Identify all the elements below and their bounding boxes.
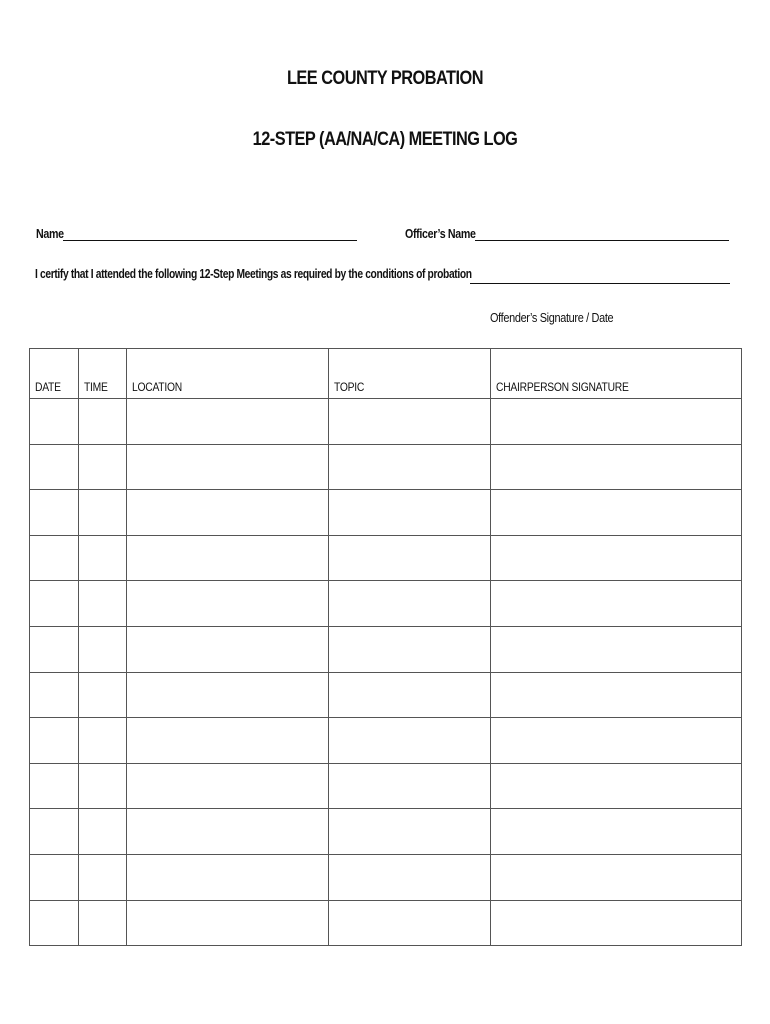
time-cell[interactable] — [79, 854, 127, 900]
location-cell[interactable] — [127, 626, 329, 672]
meeting-log-table — [29, 348, 742, 946]
table-row — [30, 854, 742, 900]
location-cell[interactable] — [127, 399, 329, 445]
location-cell[interactable] — [127, 900, 329, 946]
table-row — [30, 399, 742, 445]
topic-cell[interactable] — [329, 900, 491, 946]
time-cell[interactable] — [79, 535, 127, 581]
time-cell[interactable] — [79, 581, 127, 627]
location-cell[interactable] — [127, 718, 329, 764]
table-row — [30, 672, 742, 718]
name-label: Name — [36, 226, 64, 241]
topic-cell[interactable] — [329, 626, 491, 672]
header-time: TIME — [79, 349, 127, 399]
table-row — [30, 581, 742, 627]
time-cell[interactable] — [79, 672, 127, 718]
date-cell[interactable] — [30, 809, 79, 855]
location-cell[interactable] — [127, 444, 329, 490]
chairperson-signature-cell[interactable] — [491, 399, 742, 445]
time-cell[interactable] — [79, 718, 127, 764]
date-cell[interactable] — [30, 672, 79, 718]
location-cell[interactable] — [127, 672, 329, 718]
document-subtitle: 12-STEP (AA/NA/CA) MEETING LOG — [252, 129, 518, 150]
date-cell[interactable] — [30, 535, 79, 581]
time-cell[interactable] — [79, 763, 127, 809]
topic-cell[interactable] — [329, 854, 491, 900]
date-cell[interactable] — [30, 490, 79, 536]
date-cell[interactable] — [30, 854, 79, 900]
time-cell[interactable] — [79, 626, 127, 672]
topic-cell[interactable] — [329, 763, 491, 809]
date-cell[interactable] — [30, 626, 79, 672]
location-cell[interactable] — [127, 581, 329, 627]
date-cell[interactable] — [30, 399, 79, 445]
time-cell[interactable] — [79, 809, 127, 855]
topic-cell[interactable] — [329, 399, 491, 445]
table-row — [30, 718, 742, 764]
table-row — [30, 535, 742, 581]
topic-cell[interactable] — [329, 718, 491, 764]
chairperson-signature-cell[interactable] — [491, 854, 742, 900]
date-cell[interactable] — [30, 444, 79, 490]
location-cell[interactable] — [127, 490, 329, 536]
chairperson-signature-cell[interactable] — [491, 535, 742, 581]
chairperson-signature-cell[interactable] — [491, 626, 742, 672]
certification-text: I certify that I attended the following 12-Step Meetings as required by the conditions of probation — [35, 266, 472, 281]
location-cell[interactable] — [127, 763, 329, 809]
offender-signature-caption: Offender’s Signature / Date — [490, 310, 614, 325]
table-header-row — [30, 349, 742, 399]
header-chairperson-signature: CHAIRPERSON SIGNATURE — [491, 349, 742, 399]
header-date: DATE — [30, 349, 79, 399]
name-officer-row — [36, 224, 736, 246]
chairperson-signature-cell[interactable] — [491, 490, 742, 536]
chairperson-signature-cell[interactable] — [491, 809, 742, 855]
chairperson-signature-cell[interactable] — [491, 581, 742, 627]
table-row — [30, 626, 742, 672]
document-title: LEE COUNTY PROBATION — [286, 68, 484, 89]
time-cell[interactable] — [79, 900, 127, 946]
offender-signature-field[interactable] — [470, 283, 730, 284]
topic-cell[interactable] — [329, 535, 491, 581]
topic-cell[interactable] — [329, 672, 491, 718]
table-row — [30, 809, 742, 855]
date-cell[interactable] — [30, 718, 79, 764]
chairperson-signature-cell[interactable] — [491, 444, 742, 490]
location-cell[interactable] — [127, 535, 329, 581]
date-cell[interactable] — [30, 763, 79, 809]
officer-name-field[interactable] — [475, 240, 729, 241]
table-row — [30, 444, 742, 490]
topic-cell[interactable] — [329, 809, 491, 855]
officer-name-label: Officer’s Name — [405, 226, 476, 241]
time-cell[interactable] — [79, 490, 127, 536]
topic-cell[interactable] — [329, 581, 491, 627]
date-cell[interactable] — [30, 581, 79, 627]
table-row — [30, 900, 742, 946]
table-row — [30, 490, 742, 536]
name-field[interactable] — [63, 240, 357, 241]
chairperson-signature-cell[interactable] — [491, 718, 742, 764]
topic-cell[interactable] — [329, 490, 491, 536]
chairperson-signature-cell[interactable] — [491, 672, 742, 718]
chairperson-signature-cell[interactable] — [491, 763, 742, 809]
location-cell[interactable] — [127, 809, 329, 855]
header-location: LOCATION — [127, 349, 329, 399]
chairperson-signature-cell[interactable] — [491, 900, 742, 946]
time-cell[interactable] — [79, 444, 127, 490]
table-row — [30, 763, 742, 809]
location-cell[interactable] — [127, 854, 329, 900]
header-topic: TOPIC — [329, 349, 491, 399]
date-cell[interactable] — [30, 900, 79, 946]
time-cell[interactable] — [79, 399, 127, 445]
topic-cell[interactable] — [329, 444, 491, 490]
